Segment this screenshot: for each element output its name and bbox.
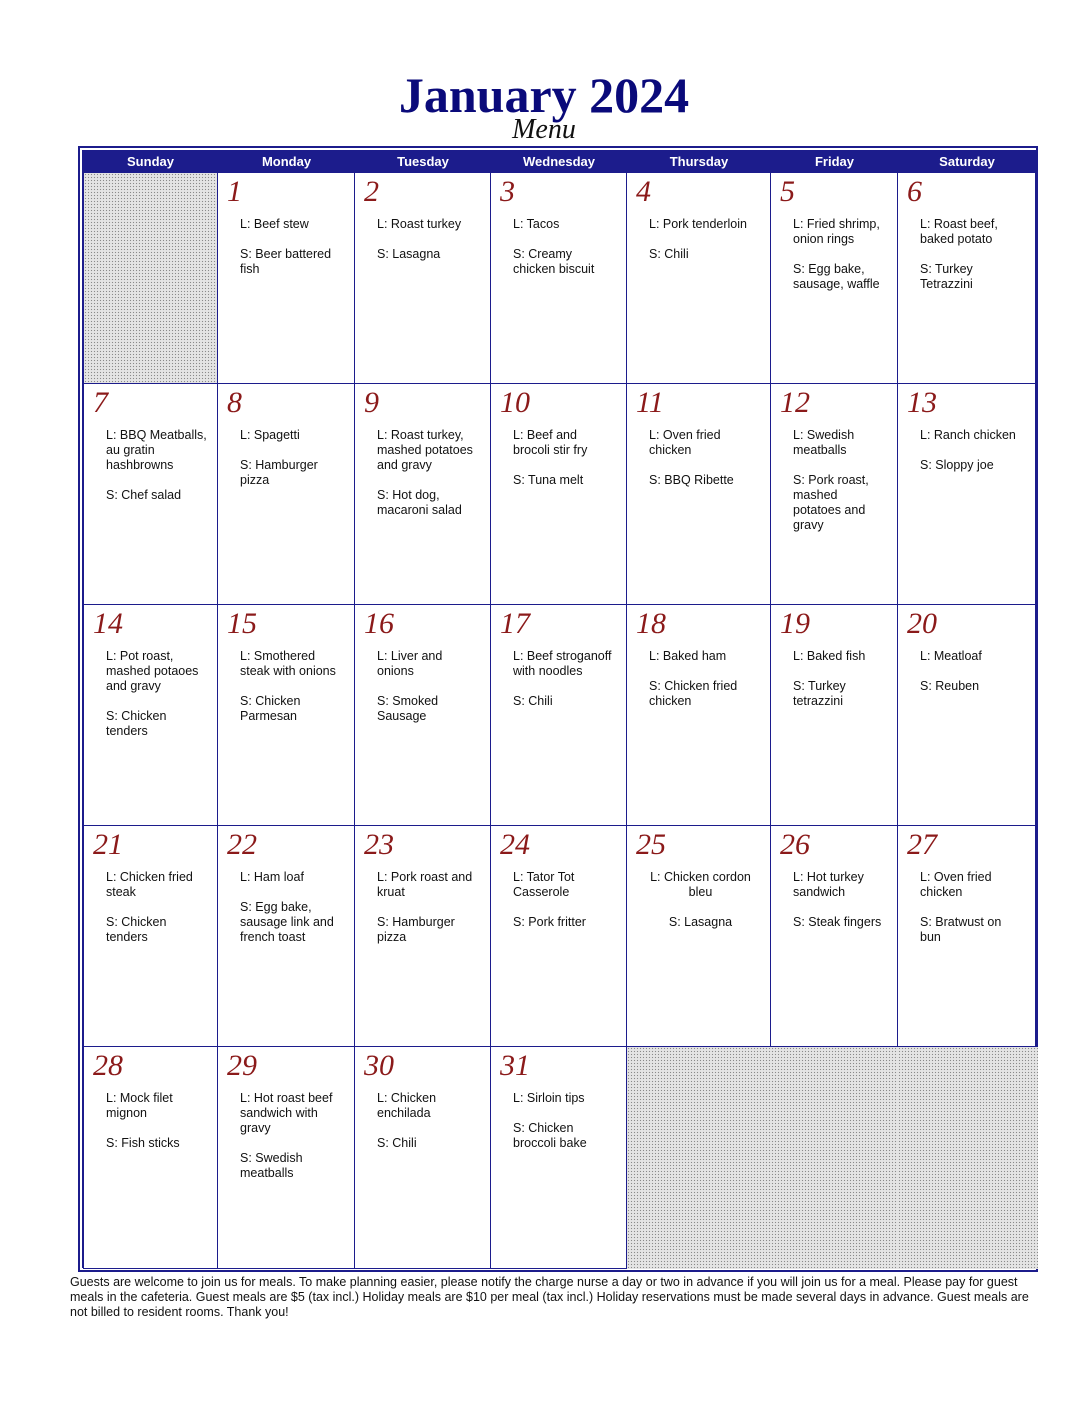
supper-item: S: Pork fritter <box>513 915 586 929</box>
supper-item: S: Sloppy joe <box>920 458 994 472</box>
day-cell <box>627 826 771 1047</box>
lunch-item: L: Pork tenderloin <box>649 217 747 231</box>
lunch-item: L: Pot roast, mashed potaoes and gravy <box>106 649 199 693</box>
meal-list <box>240 428 350 503</box>
meal-list <box>920 217 1031 307</box>
day-cell <box>218 1047 355 1269</box>
supper-item: S: Lasagna <box>668 915 733 929</box>
lunch-item: L: Tator Tot Casserole <box>513 870 575 899</box>
meal-list <box>377 649 486 739</box>
supper-item: S: Chili <box>377 1136 417 1150</box>
day-number: 12 <box>780 386 810 419</box>
day-number: 30 <box>364 1049 394 1082</box>
meal-list <box>377 428 486 533</box>
supper-item: S: Turkey Tetrazzini <box>920 262 973 291</box>
day-cell <box>491 826 627 1047</box>
meal-list <box>641 870 760 945</box>
day-cell <box>355 173 491 384</box>
page-title: January 2024 <box>398 67 690 123</box>
lunch-item: L: Oven fried chicken <box>649 428 721 457</box>
supper-item: S: Tuna melt <box>513 473 584 487</box>
supper-item: S: Chicken fried chicken <box>649 679 738 708</box>
lunch-item: L: Liver and onions <box>377 649 443 678</box>
lunch-item: L: Hot turkey sandwich <box>793 870 864 899</box>
lunch-item: L: Fried shrimp, onion rings <box>793 217 880 246</box>
day-number: 28 <box>93 1049 123 1082</box>
day-number: 7 <box>93 386 108 419</box>
supper-item: S: Chicken tenders <box>106 709 167 738</box>
meal-list <box>513 1091 622 1166</box>
day-cell <box>627 605 771 826</box>
day-cell <box>83 1047 218 1269</box>
day-number: 24 <box>500 828 530 861</box>
day-cell <box>771 384 898 605</box>
supper-item: S: Chili <box>649 247 689 261</box>
day-number: 11 <box>636 386 664 419</box>
day-number: 18 <box>636 607 666 640</box>
supper-item: S: Steak fingers <box>793 915 882 929</box>
day-number: 9 <box>364 386 379 419</box>
supper-item: S: Swedish meatballs <box>240 1151 303 1180</box>
lunch-item: L: Swedish meatballs <box>793 428 855 457</box>
meal-list <box>106 649 213 754</box>
supper-item: S: BBQ Ribette <box>649 473 734 487</box>
day-number: 14 <box>93 607 123 640</box>
lunch-item: L: Ranch chicken <box>920 428 1016 442</box>
day-cell <box>355 605 491 826</box>
supper-item: S: Chicken broccoli bake <box>513 1121 587 1150</box>
lunch-item: L: Smothered steak with onions <box>240 649 336 678</box>
day-cell <box>627 173 771 384</box>
day-number: 13 <box>907 386 937 419</box>
day-number: 31 <box>500 1049 530 1082</box>
day-number: 20 <box>907 607 937 640</box>
day-cell <box>898 384 1036 605</box>
lunch-item: L: Ham loaf <box>240 870 304 884</box>
lunch-item: L: Sirloin tips <box>513 1091 585 1105</box>
meal-list <box>649 428 766 503</box>
day-cell <box>83 605 218 826</box>
weekday-header-saturday: Saturday <box>939 154 995 169</box>
meal-list <box>513 217 622 292</box>
lunch-item: L: Beef and brocoli stir fry <box>513 428 588 457</box>
day-number: 15 <box>227 607 257 640</box>
day-cell <box>771 605 898 826</box>
supper-item: S: Pork roast, mashed potatoes and gravy <box>793 473 869 532</box>
meal-list <box>793 217 893 307</box>
day-number: 5 <box>780 175 795 208</box>
lunch-item: L: Chicken fried steak <box>106 870 193 899</box>
day-number: 22 <box>227 828 257 861</box>
supper-item: S: Smoked Sausage <box>377 694 439 723</box>
day-number: 16 <box>364 607 394 640</box>
day-cell <box>355 384 491 605</box>
supper-item: S: Beer battered fish <box>240 247 332 276</box>
supper-item: S: Egg bake, sausage link and french toast <box>240 900 334 944</box>
day-cell <box>491 384 627 605</box>
weekday-header-sunday: Sunday <box>127 154 174 169</box>
meal-list <box>106 1091 213 1166</box>
lunch-item: L: Chicken enchilada <box>377 1091 437 1120</box>
lunch-item: L: Tacos <box>513 217 560 231</box>
day-number: 8 <box>227 386 242 419</box>
day-number: 19 <box>780 607 810 640</box>
supper-item: S: Hamburger pizza <box>377 915 455 944</box>
meal-list <box>240 1091 350 1196</box>
day-number: 21 <box>93 828 123 861</box>
empty-day-cell <box>83 173 218 384</box>
meal-list <box>920 649 1031 709</box>
day-cell <box>218 173 355 384</box>
day-cell <box>355 826 491 1047</box>
supper-item: S: Bratwust on bun <box>920 915 1002 944</box>
lunch-item: L: Baked fish <box>793 649 866 663</box>
supper-item: S: Creamy chicken biscuit <box>513 247 595 276</box>
supper-item: S: Turkey tetrazzini <box>793 679 846 708</box>
meal-list <box>513 870 622 945</box>
lunch-item: L: Roast beef, baked potato <box>920 217 998 246</box>
weekday-header-thursday: Thursday <box>669 154 729 169</box>
lunch-item: L: Roast turkey, mashed potatoes and gravy <box>377 428 473 472</box>
meal-list <box>106 428 213 518</box>
lunch-item: L: Chicken cordon bleu <box>650 870 751 899</box>
day-cell <box>771 173 898 384</box>
supper-item: S: Chicken Parmesan <box>240 694 301 723</box>
day-number: 26 <box>780 828 810 861</box>
lunch-item: L: Spagetti <box>240 428 300 442</box>
day-cell <box>898 173 1036 384</box>
day-cell <box>83 826 218 1047</box>
lunch-item: L: Oven fried chicken <box>920 870 992 899</box>
day-number: 4 <box>636 175 651 208</box>
day-cell <box>355 1047 491 1269</box>
meal-list <box>513 428 622 503</box>
lunch-item: L: Beef stroganoff with noodles <box>513 649 612 678</box>
day-number: 3 <box>500 175 515 208</box>
meal-list <box>920 428 1031 488</box>
day-cell <box>491 173 627 384</box>
day-number: 2 <box>364 175 379 208</box>
day-cell <box>218 384 355 605</box>
weekday-header-row <box>83 150 1036 173</box>
supper-item: S: Egg bake, sausage, waffle <box>793 262 880 291</box>
supper-item: S: Lasagna <box>377 247 441 261</box>
supper-item: S: Hamburger pizza <box>240 458 318 487</box>
day-number: 23 <box>364 828 394 861</box>
meal-list <box>377 217 486 277</box>
lunch-item: L: BBQ Meatballs, au gratin hashbrowns <box>106 428 207 472</box>
meal-list <box>649 649 766 724</box>
day-number: 25 <box>636 828 666 861</box>
day-number: 6 <box>907 175 922 208</box>
supper-item: S: Chicken tenders <box>106 915 167 944</box>
day-cell <box>218 605 355 826</box>
supper-item: S: Fish sticks <box>106 1136 180 1150</box>
meal-list <box>793 428 893 548</box>
meal-list <box>240 870 350 960</box>
meal-list <box>513 649 622 724</box>
meal-list <box>649 217 766 277</box>
day-number: 1 <box>227 175 242 208</box>
meal-list <box>240 217 350 292</box>
day-number: 17 <box>500 607 530 640</box>
day-cell <box>771 826 898 1047</box>
weekday-header-wednesday: Wednesday <box>522 154 595 169</box>
meal-list <box>793 870 893 945</box>
lunch-item: L: Roast turkey <box>377 217 462 231</box>
supper-item: S: Reuben <box>920 679 980 693</box>
meal-list <box>240 649 350 739</box>
meal-list <box>106 870 213 960</box>
lunch-item: L: Hot roast beef sandwich with gravy <box>240 1091 333 1135</box>
supper-item: S: Chef salad <box>106 488 182 502</box>
supper-item: S: Chili <box>513 694 553 708</box>
day-cell <box>627 384 771 605</box>
day-cell <box>491 1047 627 1269</box>
lunch-item: L: Meatloaf <box>920 649 982 663</box>
day-number: 29 <box>227 1049 257 1082</box>
meal-list <box>920 870 1031 960</box>
day-cell <box>218 826 355 1047</box>
meal-list <box>377 870 486 960</box>
weekday-header-monday: Monday <box>261 154 312 169</box>
day-cell <box>898 605 1036 826</box>
lunch-item: L: Pork roast and kruat <box>377 870 473 899</box>
day-number: 10 <box>500 386 530 419</box>
empty-day-cell <box>627 1047 771 1269</box>
meal-list <box>377 1091 486 1166</box>
empty-day-cell <box>771 1047 898 1269</box>
day-cell <box>83 384 218 605</box>
lunch-item: L: Beef stew <box>240 217 309 231</box>
supper-item: S: Hot dog, macaroni salad <box>377 488 462 517</box>
day-cell <box>898 826 1036 1047</box>
weekday-header-friday: Friday <box>814 154 854 169</box>
page-subtitle: Menu <box>512 114 576 145</box>
empty-day-cell <box>898 1047 1038 1269</box>
day-cell <box>491 605 627 826</box>
guest-meal-note: Guests are welcome to join us for meals. To make planning easier, please notify the charge nurse a day or two in advance if you will join us for a meal. Please pay for guest meals in the cafeteria. Guest meals are $5 (tax incl.) Holiday meals are $10 per meal (tax incl.) Holiday reservations must be made several days in advance. Guest meals are not billed to resident rooms. Thank you! <box>70 1275 1029 1319</box>
meal-list <box>793 649 893 724</box>
weekday-header-tuesday: Tuesday <box>397 154 449 169</box>
lunch-item: L: Baked ham <box>649 649 727 663</box>
lunch-item: L: Mock filet mignon <box>106 1091 173 1120</box>
day-number: 27 <box>907 828 937 861</box>
